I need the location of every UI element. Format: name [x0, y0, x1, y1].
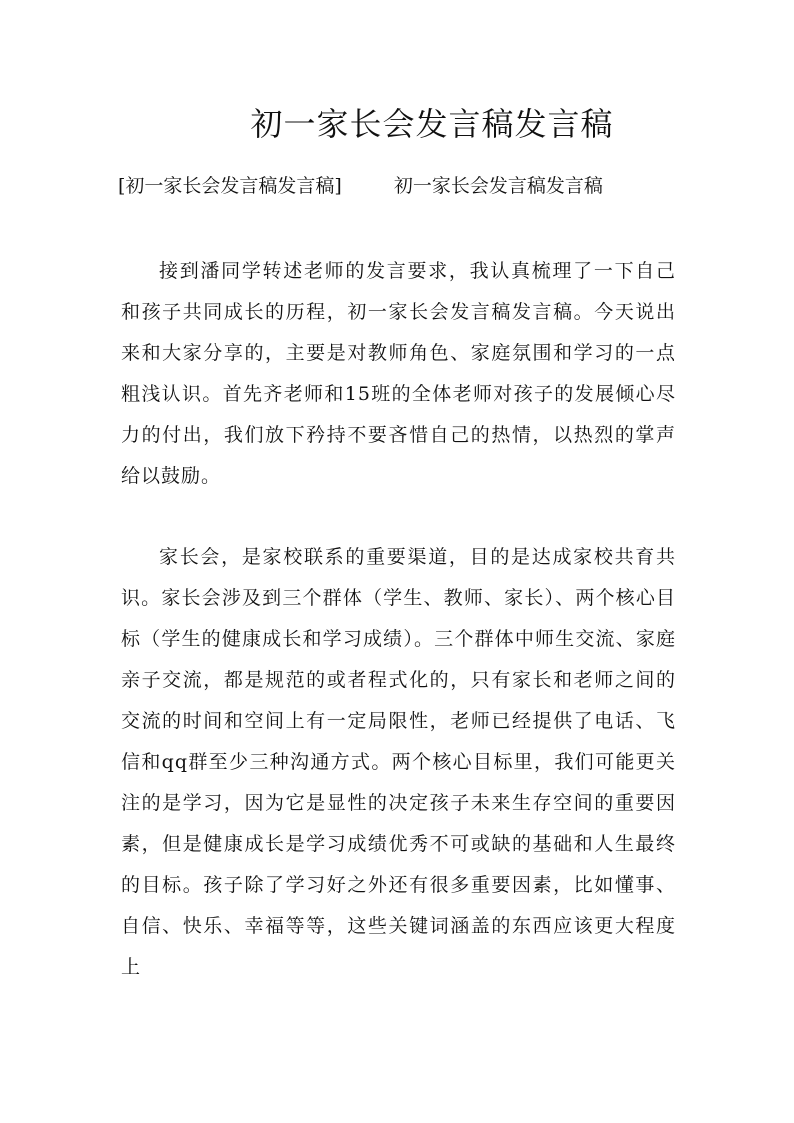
- document-title: 初一家长会发言稿发言稿: [250, 105, 614, 143]
- body-paragraph-2: 家长会，是家校联系的重要渠道，目的是达成家校共育共识。家长会涉及到三个群体（学生、教师、家长）、两个核心目标（学生的健康成长和学习成绩）。三个群体中师生交流、家庭亲子交流，都是规范的或者程式化的，只有家长和老师之间的交流的时间和空间上有一定局限性，老师已经提供了电话、飞信和qq群至少三种沟通方式。两个核心目标里，我们可能更关注的是学习，因为它是显性的决定孩子未来生存空间的重要因素，但是健康成长是学习成绩优秀不可或缺的基础和人生最终的目标。孩子除了学习好之外还有很多重要因素，比如懂事、自信、快乐、幸福等等，这些关键词涵盖的东西应该更大程度上: [121, 546, 676, 978]
- body-paragraph-1: 接到潘同学转述老师的发言要求，我认真梳理了一下自己和孩子共同成长的历程，初一家长会发言稿发言稿。今天说出来和大家分享的，主要是对教师角色、家庭氛围和学习的一点粗浅认识。首先齐老师和15班的全体老师对孩子的发展倾心尽力的付出，我们放下矜持不要吝惜自己的热情，以热烈的掌声给以鼓励。: [121, 260, 676, 487]
- subtitle-tag: [初一家长会发言稿发言稿]: [118, 175, 342, 197]
- subtitle-line: [118, 170, 678, 202]
- subtitle-text: 初一家长会发言稿发言稿: [393, 175, 603, 197]
